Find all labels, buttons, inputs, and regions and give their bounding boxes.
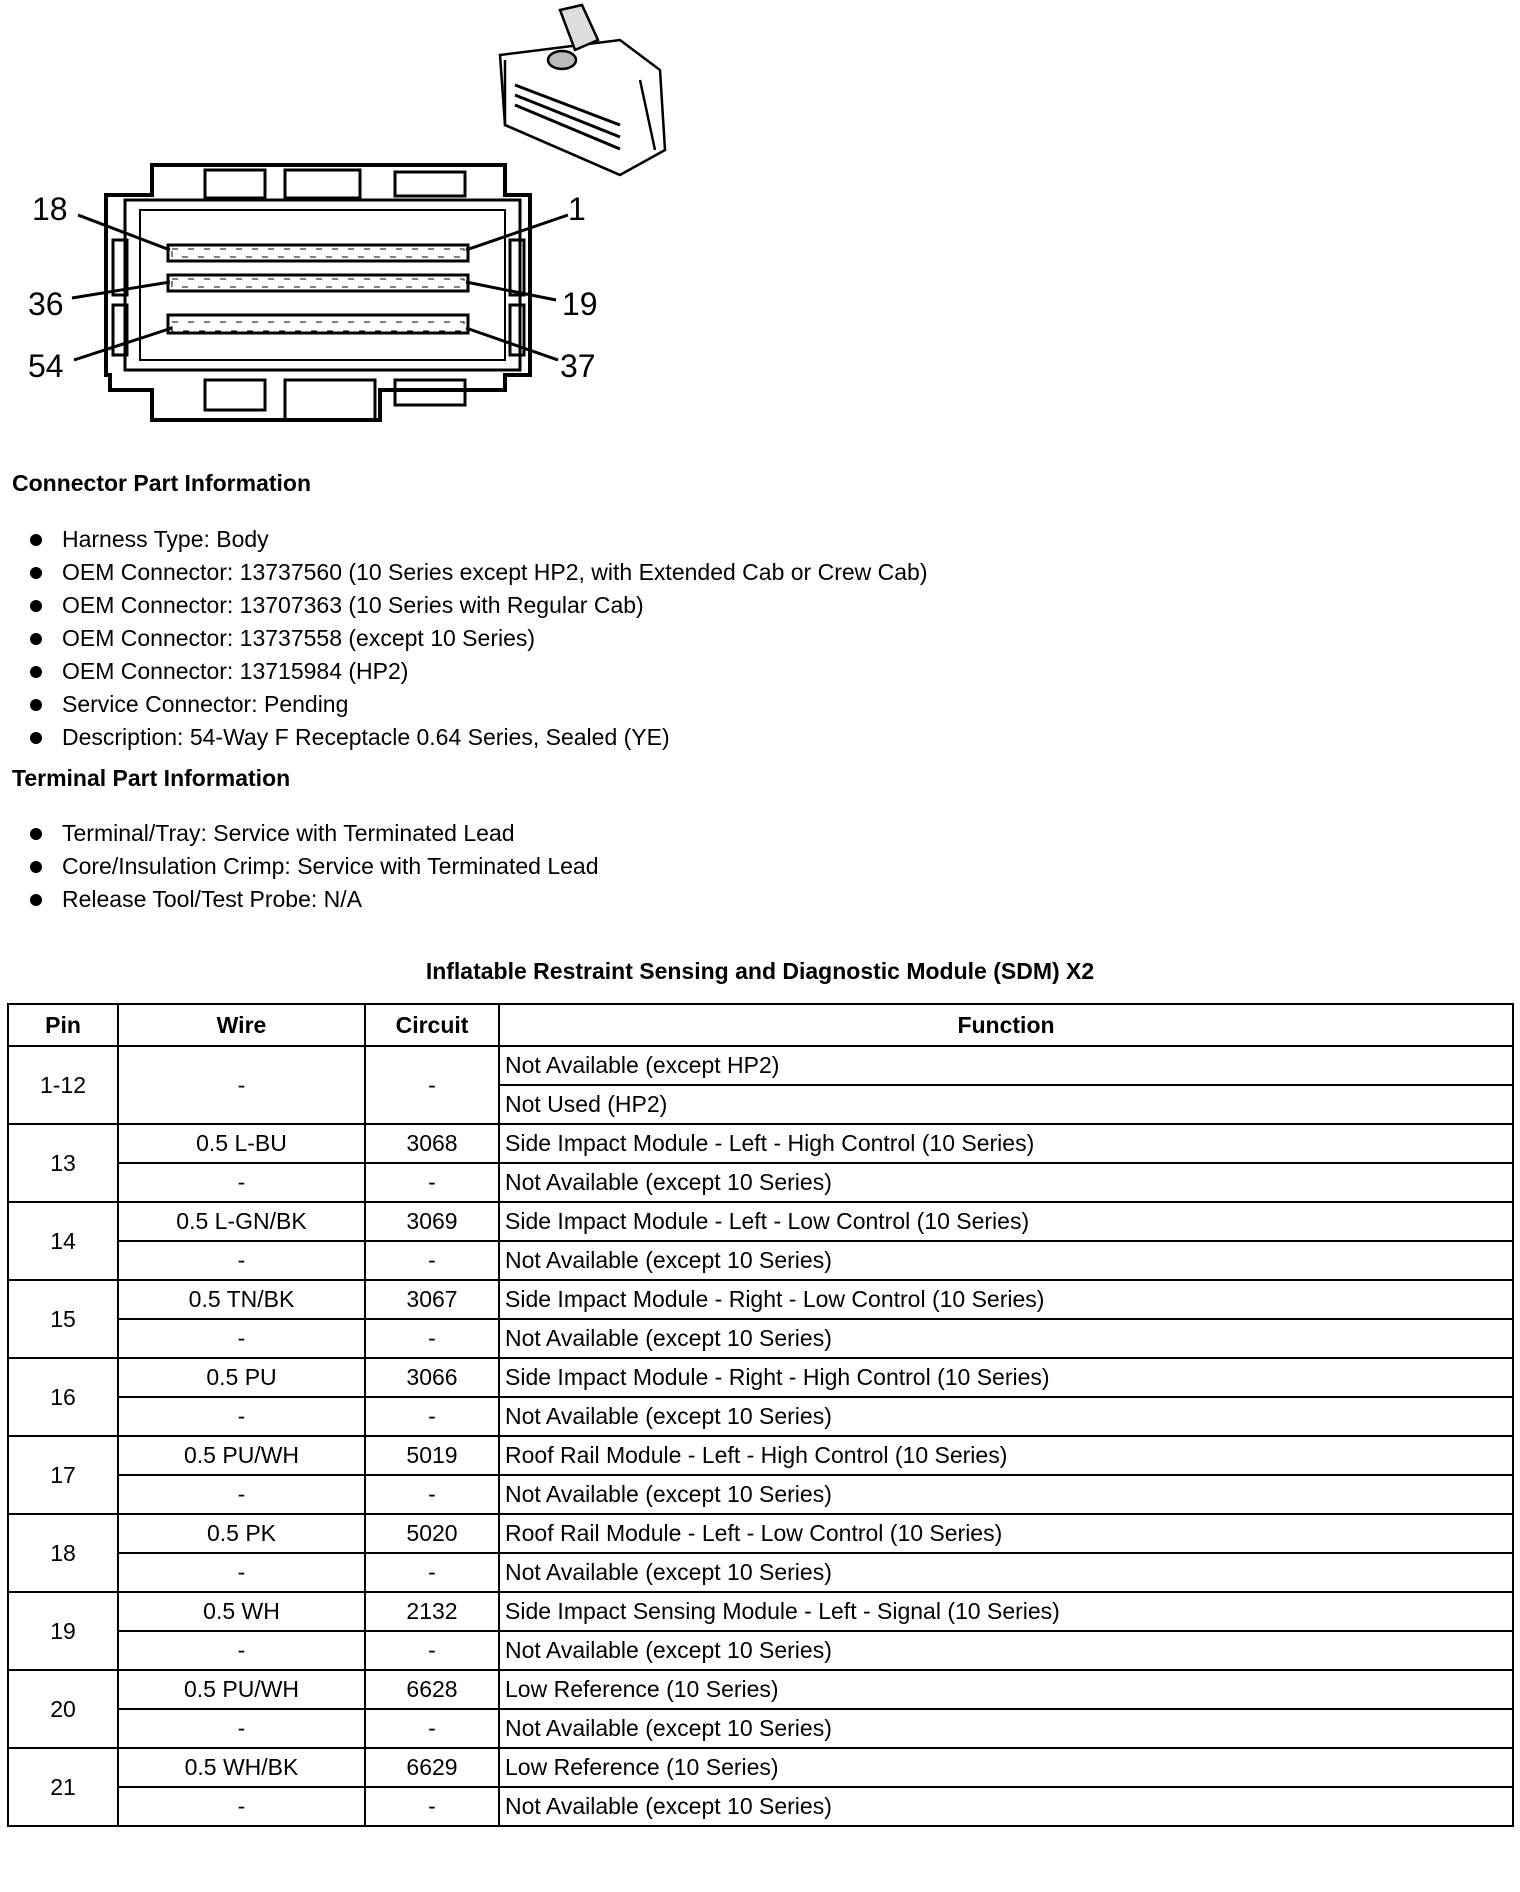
pin-cell: 15	[8, 1280, 118, 1358]
table-row	[8, 1124, 1513, 1163]
function-cell: Not Available (except HP2)	[499, 1046, 1513, 1085]
wire-cell: -	[118, 1397, 365, 1436]
bullet-icon	[30, 633, 42, 645]
list-item-text: Release Tool/Test Probe: N/A	[62, 886, 363, 912]
circuit-cell: -	[365, 1397, 499, 1436]
wire-cell: -	[118, 1046, 365, 1124]
table-row	[8, 1709, 1513, 1748]
table-row	[8, 1319, 1513, 1358]
list-item-text: OEM Connector: 13715984 (HP2)	[62, 658, 409, 684]
circuit-cell: 3068	[365, 1124, 499, 1163]
circuit-cell: 6629	[365, 1748, 499, 1787]
list-item-text: Harness Type: Body	[62, 526, 269, 552]
connector-diagram	[0, 0, 700, 440]
wire-cell: 0.5 L-GN/BK	[118, 1202, 365, 1241]
pin-label-54: 54	[28, 348, 64, 384]
wire-cell: 0.5 PU/WH	[118, 1436, 365, 1475]
circuit-cell: -	[365, 1631, 499, 1670]
header-circuit: Circuit	[365, 1004, 499, 1046]
pin-label-1: 1	[568, 191, 586, 227]
terminal-part-info-list	[30, 817, 599, 916]
table-body	[8, 1046, 1513, 1826]
circuit-cell: -	[365, 1319, 499, 1358]
table-row	[8, 1397, 1513, 1436]
bullet-icon	[30, 600, 42, 612]
bullet-icon	[30, 534, 42, 546]
function-cell: Roof Rail Module - Left - High Control (10 Series)	[499, 1436, 1513, 1475]
list-item-text: Description: 54-Way F Receptacle 0.64 Series, Sealed (YE)	[62, 724, 670, 750]
function-cell: Not Available (except 10 Series)	[499, 1553, 1513, 1592]
table-row	[8, 1280, 1513, 1319]
function-cell: Not Available (except 10 Series)	[499, 1319, 1513, 1358]
function-cell: Not Available (except 10 Series)	[499, 1241, 1513, 1280]
list-item	[30, 556, 928, 589]
pin-cell: 17	[8, 1436, 118, 1514]
table-row	[8, 1202, 1513, 1241]
header-wire: Wire	[118, 1004, 365, 1046]
table-row	[8, 1670, 1513, 1709]
list-item-text: Service Connector: Pending	[62, 691, 349, 717]
function-cell: Side Impact Sensing Module - Left - Signal (10 Series)	[499, 1592, 1513, 1631]
pin-row-top	[168, 245, 468, 261]
wire-cell: -	[118, 1163, 365, 1202]
table-row	[8, 1241, 1513, 1280]
table-row	[8, 1358, 1513, 1397]
function-cell: Side Impact Module - Right - Low Control (10 Series)	[499, 1280, 1513, 1319]
circuit-cell: 5020	[365, 1514, 499, 1553]
bullet-icon	[30, 666, 42, 678]
wire-cell: 0.5 PU/WH	[118, 1670, 365, 1709]
header-pin: Pin	[8, 1004, 118, 1046]
list-item-text: Core/Insulation Crimp: Service with Terminated Lead	[62, 853, 599, 879]
circuit-cell: -	[365, 1241, 499, 1280]
function-cell: Side Impact Module - Left - Low Control (10 Series)	[499, 1202, 1513, 1241]
connector-3d-icon	[500, 5, 665, 175]
wire-cell: -	[118, 1631, 365, 1670]
bullet-icon	[30, 699, 42, 711]
list-item-text: OEM Connector: 13737560 (10 Series except HP2, with Extended Cab or Crew Cab)	[62, 559, 928, 585]
pin-cell: 14	[8, 1202, 118, 1280]
wire-cell: -	[118, 1475, 365, 1514]
wire-cell: -	[118, 1241, 365, 1280]
connector-part-info-list	[30, 523, 928, 754]
table-row	[8, 1631, 1513, 1670]
wire-cell: -	[118, 1553, 365, 1592]
table-row	[8, 1748, 1513, 1787]
circuit-cell: -	[365, 1553, 499, 1592]
pin-cell: 21	[8, 1748, 118, 1826]
bullet-icon	[30, 828, 42, 840]
function-cell: Not Used (HP2)	[499, 1085, 1513, 1124]
wire-cell: -	[118, 1319, 365, 1358]
list-item	[30, 817, 599, 850]
pin-cell: 16	[8, 1358, 118, 1436]
table-title: Inflatable Restraint Sensing and Diagnostic Module (SDM) X2	[425, 958, 1095, 984]
circuit-cell: 2132	[365, 1592, 499, 1631]
list-item	[30, 721, 928, 754]
table-header-row	[8, 1004, 1513, 1046]
wire-cell: 0.5 PK	[118, 1514, 365, 1553]
function-cell: Not Available (except 10 Series)	[499, 1397, 1513, 1436]
list-item	[30, 523, 928, 556]
function-cell: Low Reference (10 Series)	[499, 1670, 1513, 1709]
header-function: Function	[499, 1004, 1513, 1046]
circuit-cell: 3067	[365, 1280, 499, 1319]
circuit-cell: 5019	[365, 1436, 499, 1475]
list-item-text: Terminal/Tray: Service with Terminated Lead	[62, 820, 515, 846]
connector-part-info-heading: Connector Part Information	[12, 470, 312, 496]
function-cell: Side Impact Module - Right - High Control (10 Series)	[499, 1358, 1513, 1397]
function-cell: Not Available (except 10 Series)	[499, 1163, 1513, 1202]
function-cell: Roof Rail Module - Left - Low Control (10 Series)	[499, 1514, 1513, 1553]
circuit-cell: 3066	[365, 1358, 499, 1397]
list-item	[30, 589, 928, 622]
pin-label-19: 19	[562, 286, 598, 322]
function-cell: Low Reference (10 Series)	[499, 1748, 1513, 1787]
table-row	[8, 1553, 1513, 1592]
wire-cell: 0.5 L-BU	[118, 1124, 365, 1163]
function-cell: Not Available (except 10 Series)	[499, 1709, 1513, 1748]
pin-cell: 1-12	[8, 1046, 118, 1124]
list-item	[30, 622, 928, 655]
wire-cell: -	[118, 1787, 365, 1826]
circuit-cell: 6628	[365, 1670, 499, 1709]
pin-label-37: 37	[560, 348, 596, 384]
function-cell: Side Impact Module - Left - High Control (10 Series)	[499, 1124, 1513, 1163]
circuit-cell: -	[365, 1475, 499, 1514]
function-cell: Not Available (except 10 Series)	[499, 1631, 1513, 1670]
pin-row-bottom	[168, 315, 468, 333]
circuit-cell: -	[365, 1709, 499, 1748]
table-row	[8, 1436, 1513, 1475]
table-row	[8, 1163, 1513, 1202]
terminal-part-info-heading: Terminal Part Information	[12, 765, 291, 791]
list-item	[30, 655, 928, 688]
list-item	[30, 850, 599, 883]
function-cell: Not Available (except 10 Series)	[499, 1475, 1513, 1514]
table-row	[8, 1475, 1513, 1514]
bullet-icon	[30, 894, 42, 906]
table-row	[8, 1592, 1513, 1631]
bullet-icon	[30, 732, 42, 744]
table-row	[8, 1787, 1513, 1826]
wire-cell: 0.5 WH	[118, 1592, 365, 1631]
table-row	[8, 1046, 1513, 1085]
wire-cell: -	[118, 1709, 365, 1748]
pin-cell: 18	[8, 1514, 118, 1592]
wire-cell: 0.5 PU	[118, 1358, 365, 1397]
wire-cell: 0.5 WH/BK	[118, 1748, 365, 1787]
function-cell: Not Available (except 10 Series)	[499, 1787, 1513, 1826]
list-item	[30, 688, 928, 721]
circuit-cell: -	[365, 1046, 499, 1124]
list-item-text: OEM Connector: 13707363 (10 Series with Regular Cab)	[62, 592, 644, 618]
pin-cell: 13	[8, 1124, 118, 1202]
pin-label-18: 18	[32, 191, 68, 227]
pin-cell: 20	[8, 1670, 118, 1748]
pin-row-middle	[168, 275, 468, 291]
bullet-icon	[30, 861, 42, 873]
circuit-cell: -	[365, 1163, 499, 1202]
list-item	[30, 883, 599, 916]
pin-label-36: 36	[28, 286, 64, 322]
circuit-cell: -	[365, 1787, 499, 1826]
table-row	[8, 1514, 1513, 1553]
wire-cell: 0.5 TN/BK	[118, 1280, 365, 1319]
list-item-text: OEM Connector: 13737558 (except 10 Series)	[62, 625, 536, 651]
bullet-icon	[30, 567, 42, 579]
pin-cell: 19	[8, 1592, 118, 1670]
pinout-table	[7, 1003, 1514, 1827]
circuit-cell: 3069	[365, 1202, 499, 1241]
